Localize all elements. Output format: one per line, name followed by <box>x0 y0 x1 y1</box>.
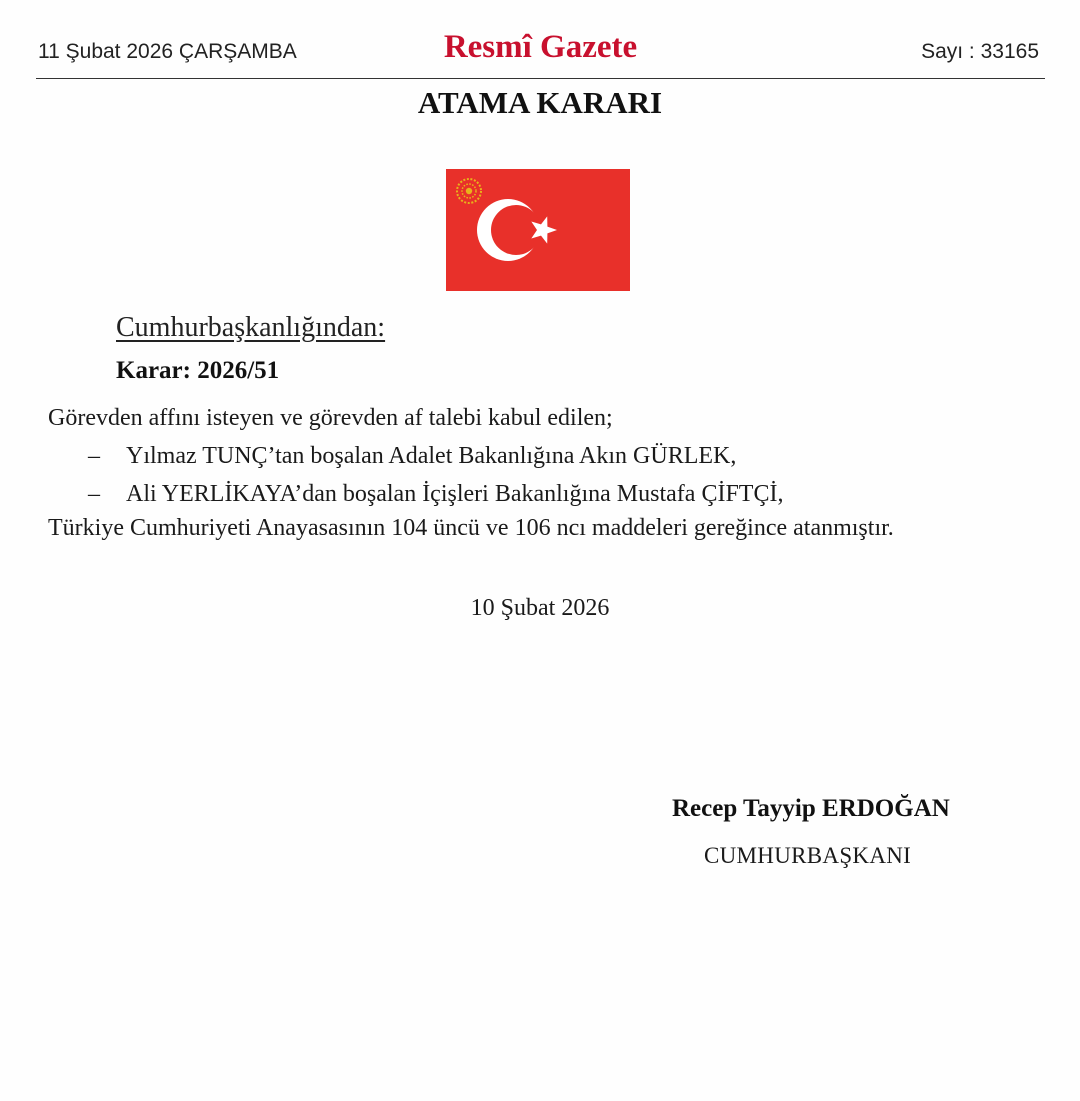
issue-number: Sayı : 33165 <box>921 40 1039 63</box>
decision-closing: Türkiye Cumhuriyeti Anayasasının 104 üncü ve 106 ncı maddeleri gereğince atanmıştır. <box>48 515 894 541</box>
gazette-header <box>36 28 1045 79</box>
list-item <box>88 481 783 508</box>
decision-intro: Görevden affını isteyen ve görevden af talebi kabul edilen; <box>48 405 613 431</box>
gazette-masthead: Resmî Gazete <box>443 29 638 65</box>
document-title: ATAMA KARARI <box>417 85 663 120</box>
signer-title: CUMHURBAŞKANI <box>704 843 912 868</box>
appointment-text: Yılmaz TUNÇ’tan boşalan Adalet Bakanlığına Akın GÜRLEK, <box>126 443 737 469</box>
decision-number: Karar: 2026/51 <box>116 357 280 384</box>
turkish-flag-icon <box>446 169 630 291</box>
signing-date: 10 Şubat 2026 <box>470 595 610 621</box>
list-dash: – <box>88 481 100 507</box>
list-dash: – <box>88 443 100 469</box>
issue-date: 11 Şubat 2026 ÇARŞAMBA <box>38 40 297 63</box>
appointment-text: Ali YERLİKAYA’dan boşalan İçişleri Bakanlığına Mustafa ÇİFTÇİ, <box>126 481 784 507</box>
list-item <box>88 443 736 470</box>
signer-name: Recep Tayyip ERDOĞAN <box>672 795 950 822</box>
issuing-authority: Cumhurbaşkanlığından: <box>116 312 386 343</box>
